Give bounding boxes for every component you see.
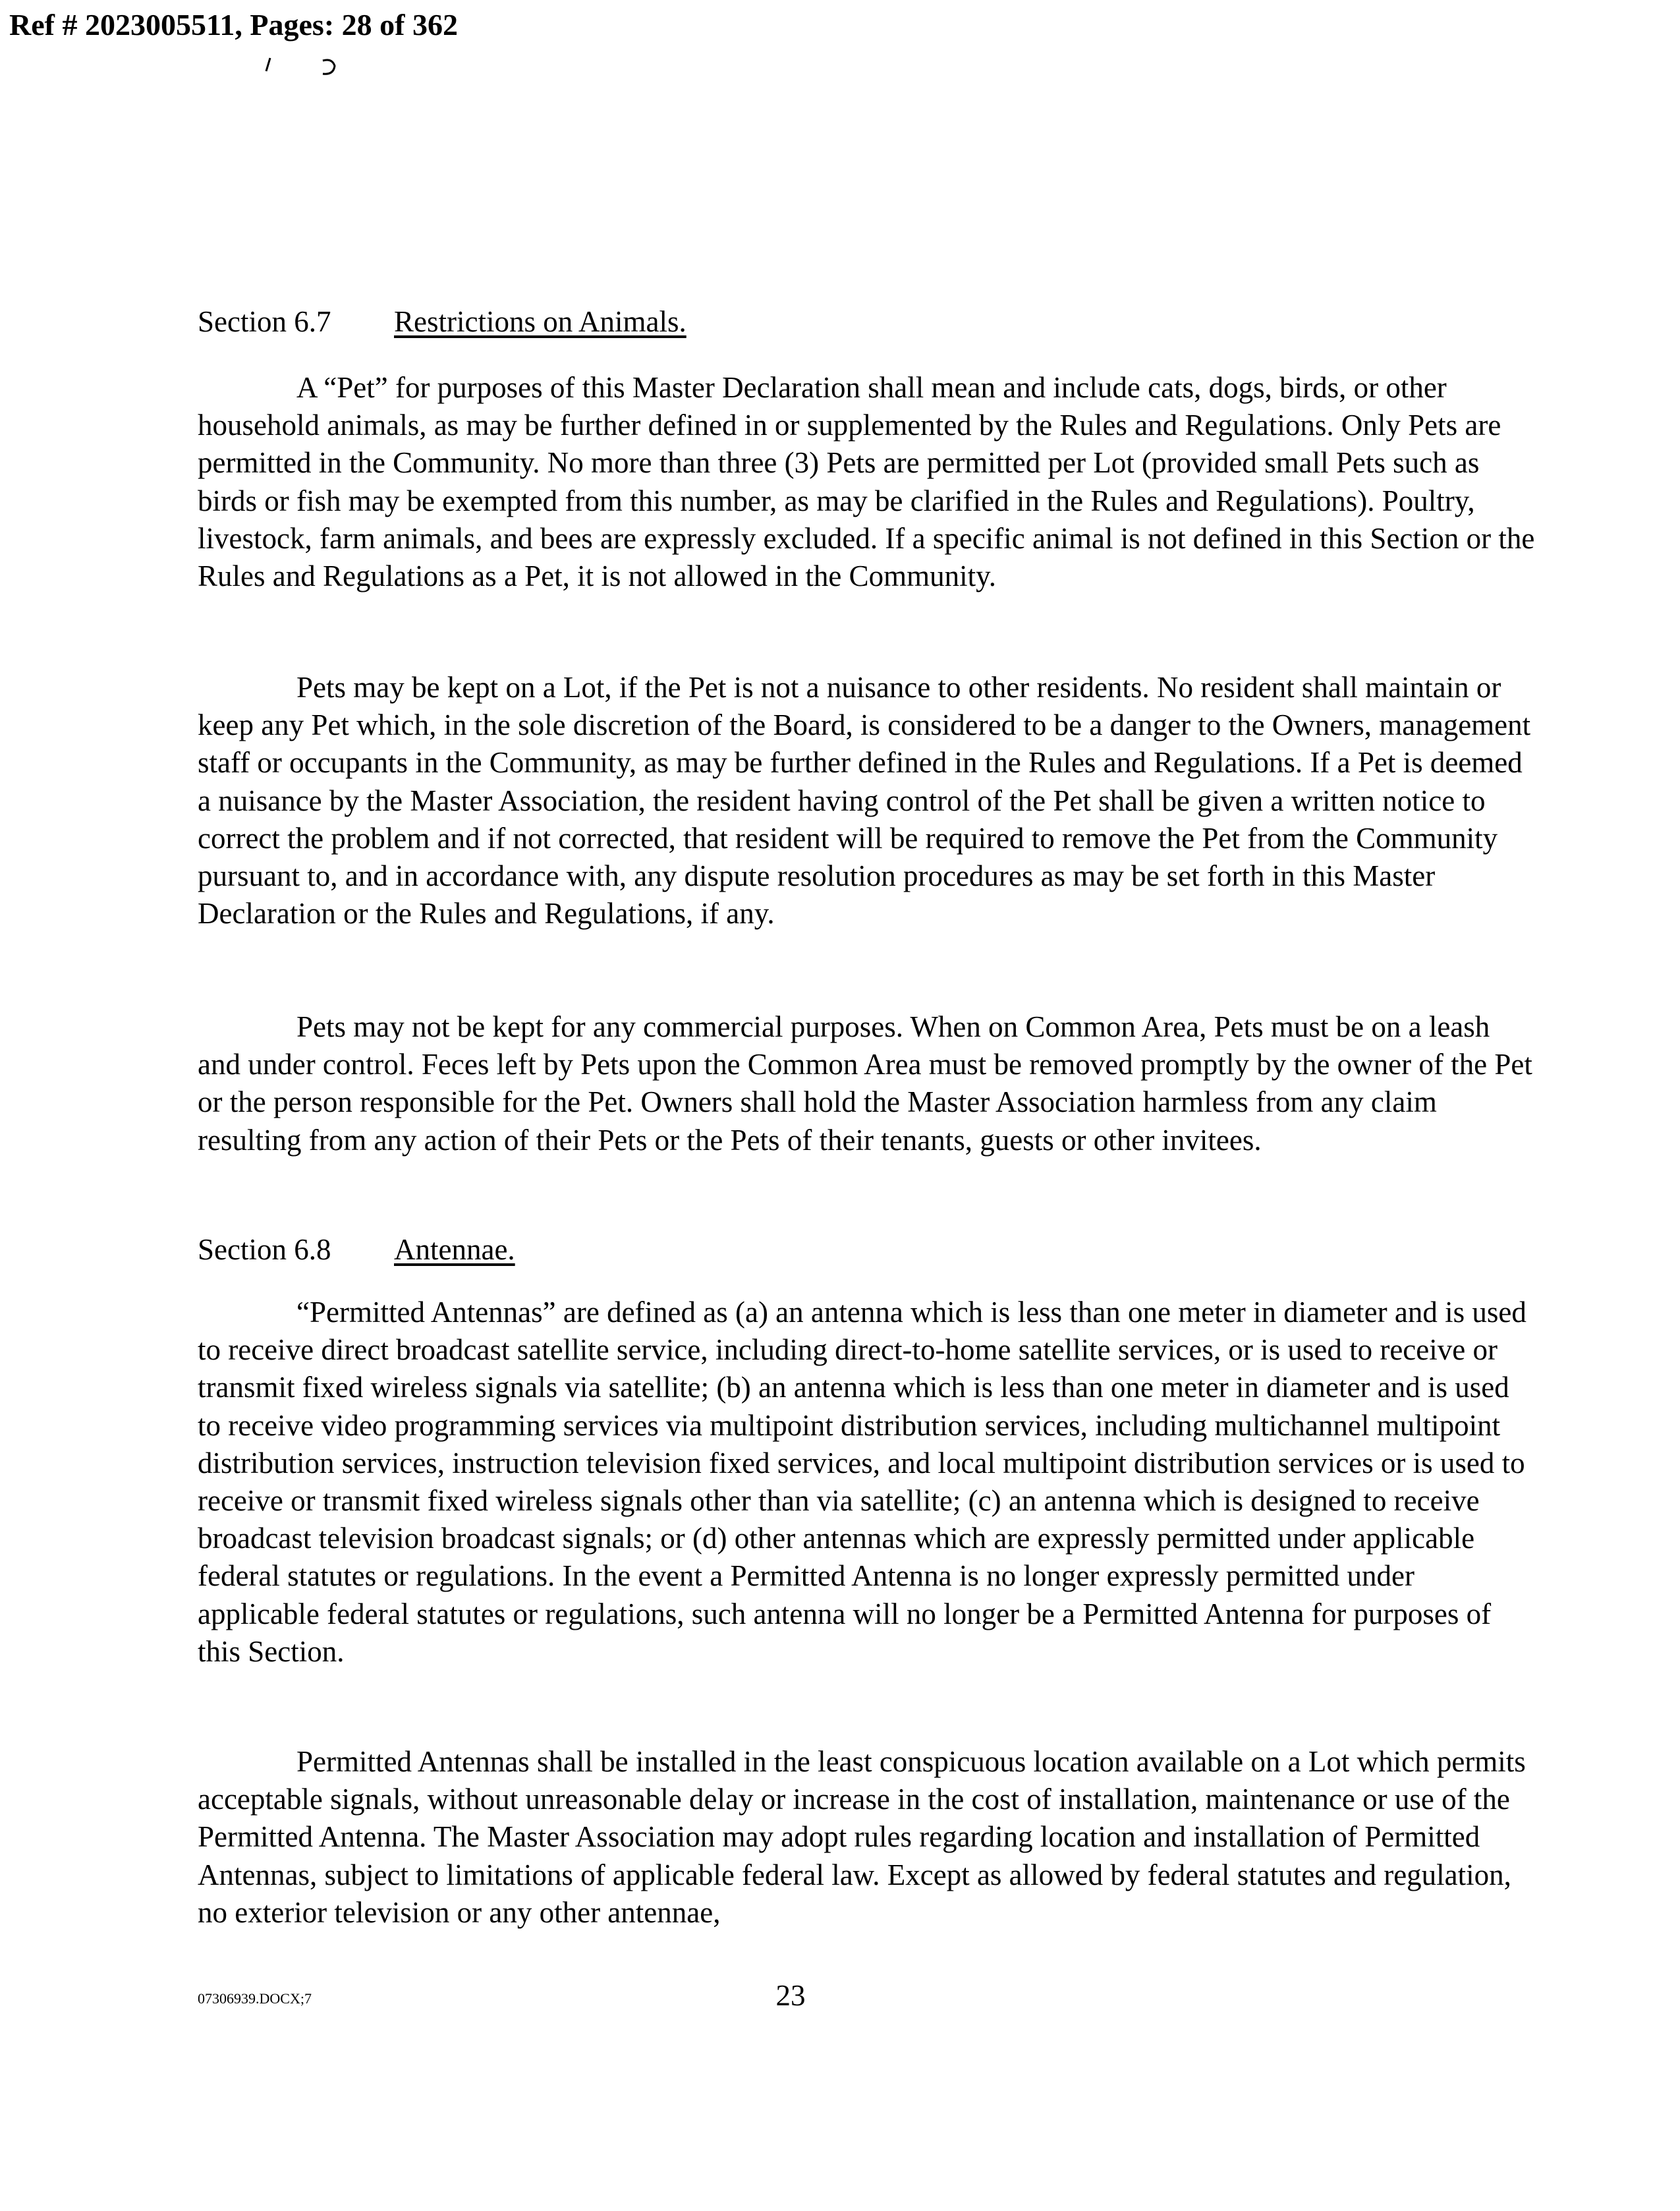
section-6-7-body-2 [198,669,1535,933]
reference-stamp: Ref # 2023005511, Pages: 28 of 362 [9,8,458,42]
section-6-7-body [198,369,1535,595]
paragraph: Pets may be kept on a Lot, if the Pet is not a nuisance to other residents. No resident shall maintain or keep any Pet which, in the sole discretion of the Board, is considered to be a danger to the Owners, management staff or occupants in the Community, as may be further defined in the Rules and Regulations. If a Pet is deemed a nuisance by the Master Association, the resident having control of the Pet shall be given a written notice to correct the problem and if not corrected, that resident will be required to remove the Pet from the Community pursuant to, and in accordance with, any dispute resolution procedures as may be set forth in this Master Declaration or the Rules and Regulations, if any. [198,671,1531,931]
document-id: 07306939.DOCX;7 [198,1990,312,2007]
section-6-7-heading [198,303,686,340]
paragraph: A “Pet” for purposes of this Master Declaration shall mean and include cats, dogs, birds, or other household animals, as may be further defined in or supplemented by the Rules and Regulations. Only Pets are permitted in the Community. No more than three (3) Pets are permitted per Lot (provided small Pets such as birds or fish may be exempted from this number, as may be clarified in the Rules and Regulations). Poultry, livestock, farm animals, and bees are expressly excluded. If a specific animal is not defined in this Section or the Rules and Regulations as a Pet, it is not allowed in the Community. [198,371,1535,593]
section-6-8-heading [198,1231,515,1268]
page-number: 23 [775,1979,806,2012]
section-number: Section 6.8 [198,1233,331,1266]
section-6-8-body-2 [198,1743,1535,1932]
section-6-7-body-3 [198,1008,1535,1159]
scan-artifact-marks [250,57,369,76]
section-title: Antennae. [394,1233,515,1266]
paragraph: Permitted Antennas shall be installed in the least conspicuous location available on a Lot which permits acceptable signals, without unreasonable delay or increase in the cost of installation, maintenance or use of the Permitted Antenna. The Master Association may adopt rules regarding location and installation of Permitted Antennas, subject to limitations of applicable federal law. Except as allowed by federal statutes and regulation, no exterior television or any other antennae, [198,1745,1526,1929]
section-title: Restrictions on Animals. [394,305,686,338]
section-number: Section 6.7 [198,305,331,338]
section-6-8-body [198,1294,1535,1671]
paragraph: Pets may not be kept for any commercial purposes. When on Common Area, Pets must be on a leash and under control. Feces left by Pets upon the Common Area must be removed promptly by the owner of the Pet or the person responsible for the Pet. Owners shall hold the Master Association harmless from any claim resulting from any action of their Pets or the Pets of their tenants, guests or other invitees. [198,1010,1532,1157]
paragraph: “Permitted Antennas” are defined as (a) an antenna which is less than one meter in diameter and is used to receive direct broadcast satellite service, including direct-to-home satellite services, or is used to receive or transmit fixed wireless signals via satellite; (b) an antenna which is less than one meter in diameter and is used to receive video programming services via multipoint distribution services, including multichannel multipoint distribution services, instruction television fixed services, and local multipoint distribution services or is used to receive or transmit fixed wireless signals other than via satellite; (c) an antenna which is designed to receive broadcast television broadcast signals; or (d) other antennas which are expressly permitted under applicable federal statutes or regulations. In the event a Permitted Antenna is no longer expressly permitted under applicable federal statutes or regulations, such antenna will no longer be a Permitted Antenna for purposes of this Section. [198,1296,1526,1668]
